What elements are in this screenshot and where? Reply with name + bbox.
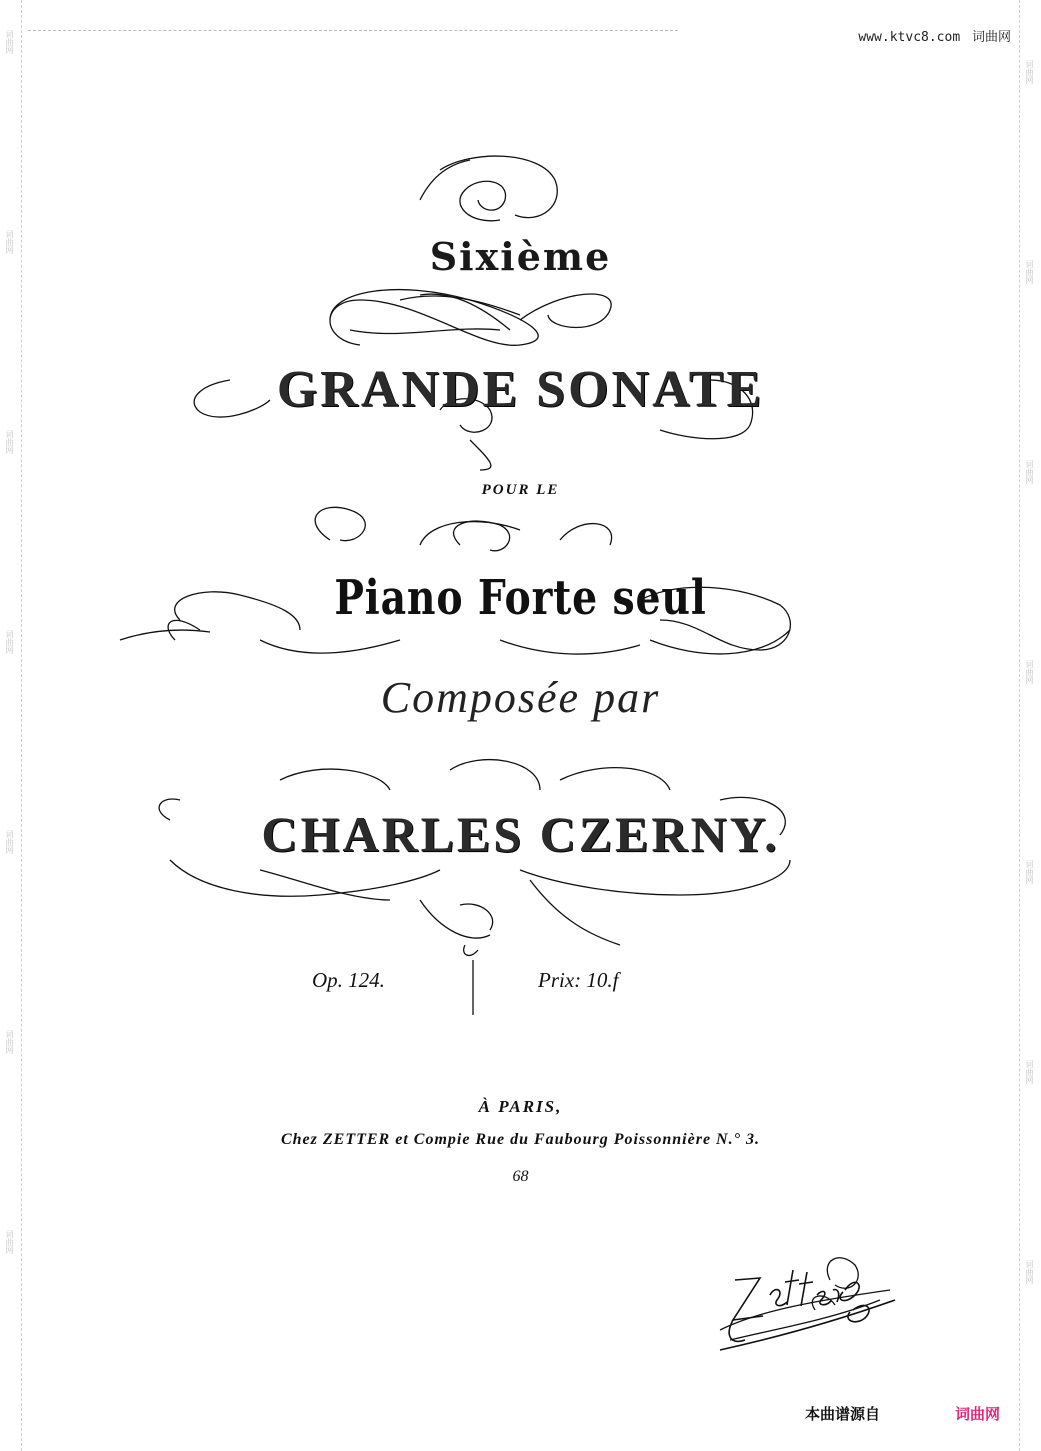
side-watermark: 词曲网 [1025,1060,1034,1084]
publisher-address: Chez ZETTER et Compie Rue du Faubourg Poissonnière N.° 3. [280,1131,760,1148]
side-watermark: 词曲网 [1025,1260,1034,1284]
composer-name: CHARLES CZERNY. [261,806,780,862]
title-composee-par: Composée par [380,673,661,722]
title-line-sixieme: Sixième [429,234,612,279]
price: Prix: 10.f [538,968,619,992]
plate-number: 68 [512,1168,529,1185]
side-watermark: 词曲网 [5,230,14,254]
side-watermark: 词曲网 [5,1230,14,1254]
side-watermark: 词曲网 [5,30,14,54]
side-watermark: 词曲网 [5,430,14,454]
footer-source-site[interactable]: 词曲网 [955,1405,1001,1423]
side-watermark: 词曲网 [5,630,14,654]
publisher-city: À PARIS, [478,1097,563,1116]
side-watermark: 词曲网 [5,1030,14,1054]
side-watermark: 词曲网 [5,830,14,854]
site-url[interactable]: www.ktvc8.com [858,30,961,45]
side-watermark: 词曲网 [1025,60,1034,84]
side-watermark: 词曲网 [1025,860,1034,884]
title-grande-sonate: GRANDE SONATE [276,361,765,418]
footer-source-label: 本曲谱源自 [805,1405,881,1423]
site-name: 词曲网 [971,30,1011,45]
publisher-signature [715,1250,905,1360]
title-piano-forte-seul: Piano Forte seul [334,570,707,626]
opus-number: Op. 124. [312,968,385,992]
title-pour-le: POUR LE [481,482,560,498]
side-watermark: 词曲网 [1025,460,1034,484]
side-watermark: 词曲网 [1025,660,1034,684]
side-watermark: 词曲网 [1025,260,1034,284]
